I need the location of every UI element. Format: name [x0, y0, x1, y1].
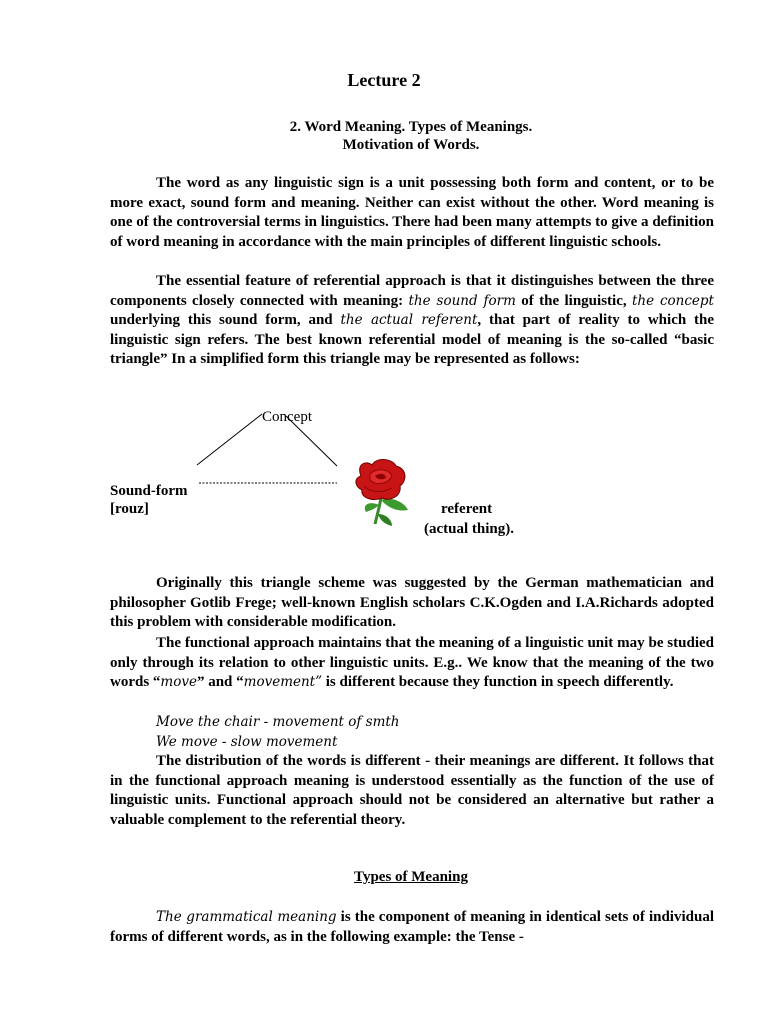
term-grammatical-meaning: The grammatical meaning — [156, 909, 337, 925]
diagram-sound-form-label: Sound-form — [110, 483, 188, 499]
diagram-transcription-label: [rouz] — [110, 501, 149, 517]
paragraph-referential-approach: The essential feature of referential approach is that it distinguishes between the three components closely connected with meaning: the sound form of the linguistic, the concept underlying this sound form, and the actual referent, that part of reality to which the linguistic sign refers. The best known referential model of meaning is the so-called “basic triangle” In a simplified form this triangle may be represented as follows: — [110, 273, 715, 368]
diagram-concept-label: Concept — [262, 409, 312, 425]
term-actual-referent: the actual referent — [340, 312, 478, 329]
paragraph-frege: Originally this triangle scheme was suggested by the German mathematician and philosopher Gotlib Frege; well-known English scholars C.K.Ogden and I.A.Richards adopted this problem with considerable modification. — [110, 575, 714, 631]
paragraph-distribution: The distribution of the words is different - their meanings are different. It follows that in the functional approach meaning is understood essentially as the function of the use of linguistic units. Functional approach should not be considered an alternative but rather a valuable complement to the referential theory. — [110, 753, 714, 828]
section-title-line-1: 2. Word Meaning. Types of Meanings. — [289, 119, 533, 135]
term-movement: movement” — [243, 674, 323, 691]
section-title-line-2: Motivation of Words. — [342, 137, 480, 153]
diagram-actual-thing-label: (actual thing). — [424, 521, 514, 537]
lecture-title: Lecture 2 — [347, 70, 421, 90]
paragraph-word-meaning: The word as any linguistic sign is a unit possessing both form and content, or to be more exact, sound form and meaning. Neither can exist without the other. Word meaning is one of the controversial terms in linguistics. There had been many attempts to give a definition of word meaning in accordance with the main principles of different linguistic schools. — [110, 175, 714, 250]
example-line-1: Move the chair - movement of smth — [156, 714, 400, 730]
paragraph-functional-approach: The functional approach maintains that the meaning of a linguistic unit may be studied only through its relation to other linguistic units. E.g.. We know that the meaning of the two words “move” and “movement” is different because they function in speech differently. — [110, 635, 714, 691]
types-of-meaning-heading: Types of Meaning — [354, 869, 468, 885]
term-concept: the concept — [631, 292, 714, 309]
paragraph-grammatical-meaning: The grammatical meaning is the component of meaning in identical sets of individual forms of different words, as in the following example: the Tense - — [110, 909, 714, 945]
rose-icon — [356, 459, 408, 526]
term-move: move — [160, 674, 197, 691]
term-sound-form: the sound form — [408, 292, 516, 309]
example-line-2: We move - slow movement — [156, 734, 338, 750]
triangle-left-edge — [197, 414, 262, 465]
diagram-referent-label: referent — [441, 501, 493, 517]
